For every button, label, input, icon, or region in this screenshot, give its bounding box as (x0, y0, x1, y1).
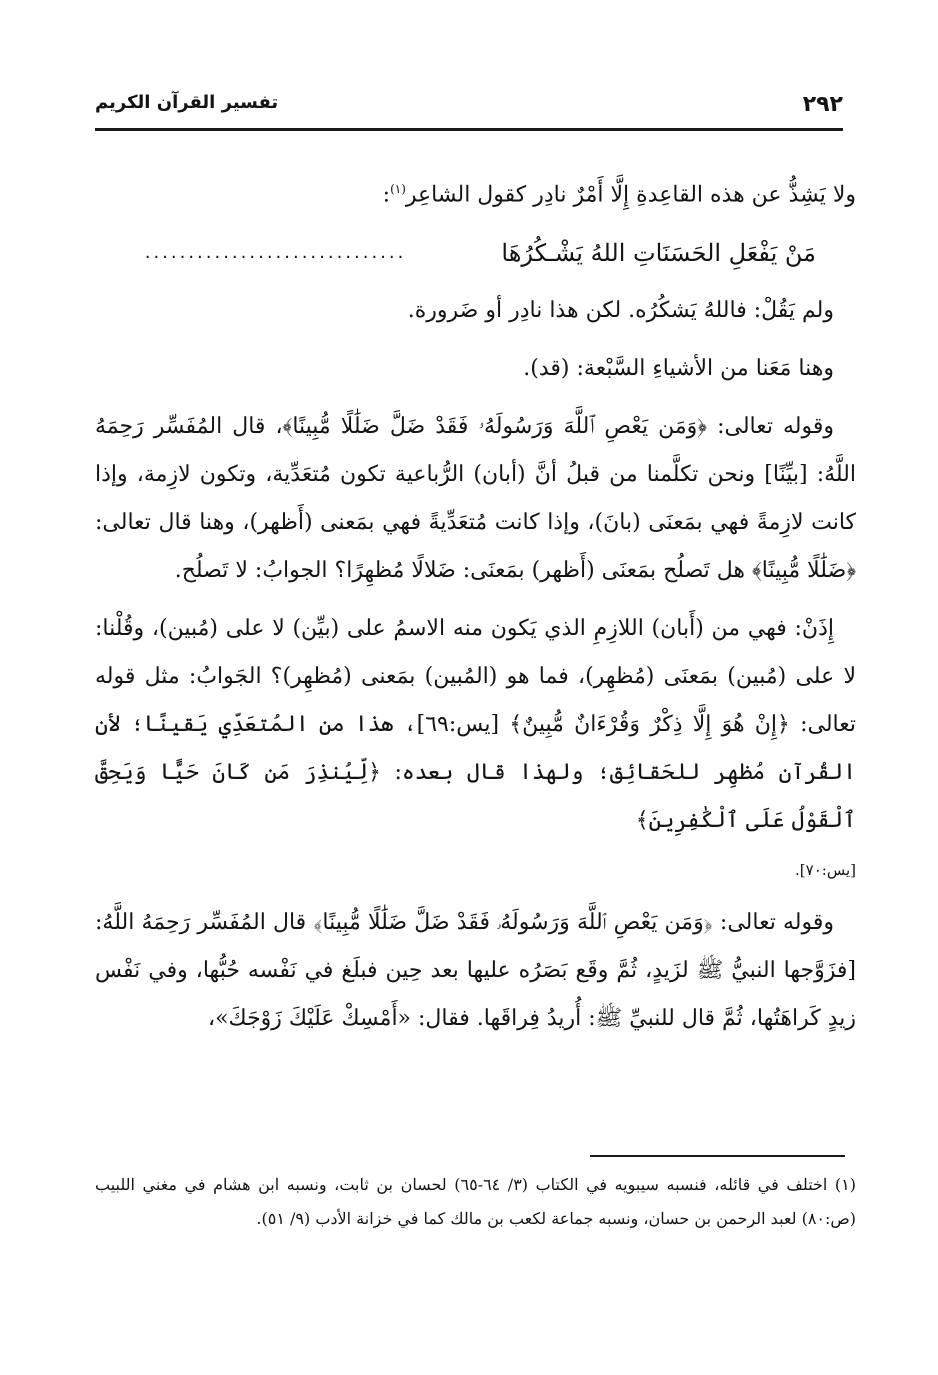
paragraph-1 (95, 165, 856, 219)
paragraph-6: وقوله تعالى: ﴿وَمَن يَعْصِ ٱللَّهَ وَرَسُولَهُۥ فَقَدْ ضَلَّ ضَلَٰلًا مُّبِينًا﴾ قال المُفَسِّر رَحِمَهُ اللَّهُ: [فزَوَّجها النبيُّ ﷺ لزَيدٍ، ثُمَّ وقَع بَصَرُه عليها بعد حِين فبلَغ في نَفْسه حُبُّها، وفي نَفْس زيدٍ كَراهَتُها، ثُمَّ قال للنبيِّ ﷺ: أُريدُ فِراقَها. فقال: «أَمْسِكْ عَلَيْكَ زَوْجَكَ»، (95, 910, 856, 1032)
verse-hemistich-second: .............................. (144, 242, 407, 264)
paragraph-5: إِذَنْ: فهي من (أَبان) اللازِمِ الذي يَكون منه الاسمُ على (بيِّن) لا على (مُبين)، وقُلْنا: لا على (مُبين) بمَعنَى (مُظهِر)، فما هو (المُبين) بمَعنى (مُظهِر)؟ الجَوابُ: مثل قوله تعالى: ﴿إِنْ هُوَ إِلَّا ذِكْرٌ وَقُرْءَانٌ مُّبِينٌ﴾ [يس:٦٩]، هذا من المُتعَدِّي يَقينًا؛ لأن القُرآن مُظهِر للحَقائِق؛ ولهذا قال بعده: ﴿لِّيُنذِرَ مَن كَانَ حَيًّا وَيَحِقَّ ٱلْقَوْلُ عَلَى ٱلْكَٰفِرِينَ﴾ (95, 616, 856, 834)
verse-hemistich-first: مَنْ يَفْعَلِ الحَسَنَاتِ اللهُ يَشْـكُرُهَا (501, 239, 816, 268)
running-title: تفسير القرآن الكريم (95, 92, 279, 113)
footnote-1: (١) اختلف في قائله، فنسبه سيبويه في الكتاب (٣/ ٦٤-٦٥) لحسان بن ثابت، ونسبه ابن هشام في مغني اللبيب (ص:٨٠) لعبد الرحمن بن حسان، ونسبه جماعة لكعب بن مالك كما في خزانة الأدب (٩/ ٥١). (95, 1175, 856, 1228)
footnote-marker: (١) (390, 182, 406, 196)
page-number: ٢٩٢ (802, 92, 843, 117)
footnote-divider (590, 1155, 845, 1157)
paragraph-1-end: : (382, 182, 391, 208)
main-text (95, 165, 856, 1053)
paragraph-3: وهنا مَعَنا من الأشياءِ السَّبْعة: (قد). (523, 356, 834, 382)
poetry-verse (95, 229, 856, 277)
paragraph-2: ولم يَقُلْ: فاللهُ يَشكُرُه. لكن هذا نادِر أو ضَرورة. (407, 298, 834, 324)
page-header (95, 88, 843, 131)
footnotes (95, 1168, 856, 1236)
paragraph-1-text: ولا يَشِذُّ عن هذه القاعِدةِ إِلَّا أَمْرٌ نادِر كقول الشاعِر (405, 182, 856, 208)
paragraph-4: وقوله تعالى: ﴿وَمَن يَعْصِ ٱللَّهَ وَرَسُولَهُۥ فَقَدْ ضَلَّ ضَلَٰلًا مُّبِينًا﴾، قال المُفَسِّر رَحِمَهُ اللَّهُ: [بيِّنًا] ونحن تكلَّمنا من قبلُ أنَّ (أبان) الرُّباعية تكون مُتعَدِّية، وتكون لازِمة، وإذا كانت لازِمةً فهي بمَعنَى (بانَ)، وإذا كانت مُتعَدِّيةً فهي بمَعنى (أَظهر)، وهنا قال تعالى: ﴿ضَلَٰلًا مُّبِينًا﴾ هل تَصلُح بمَعنَى (أَظهر) بمَعنَى: ضَلالًا مُظهِرًا؟ الجوابُ: لا تَصلُح. (95, 414, 856, 584)
quran-reference: [يس:٧٠]. (795, 861, 856, 880)
